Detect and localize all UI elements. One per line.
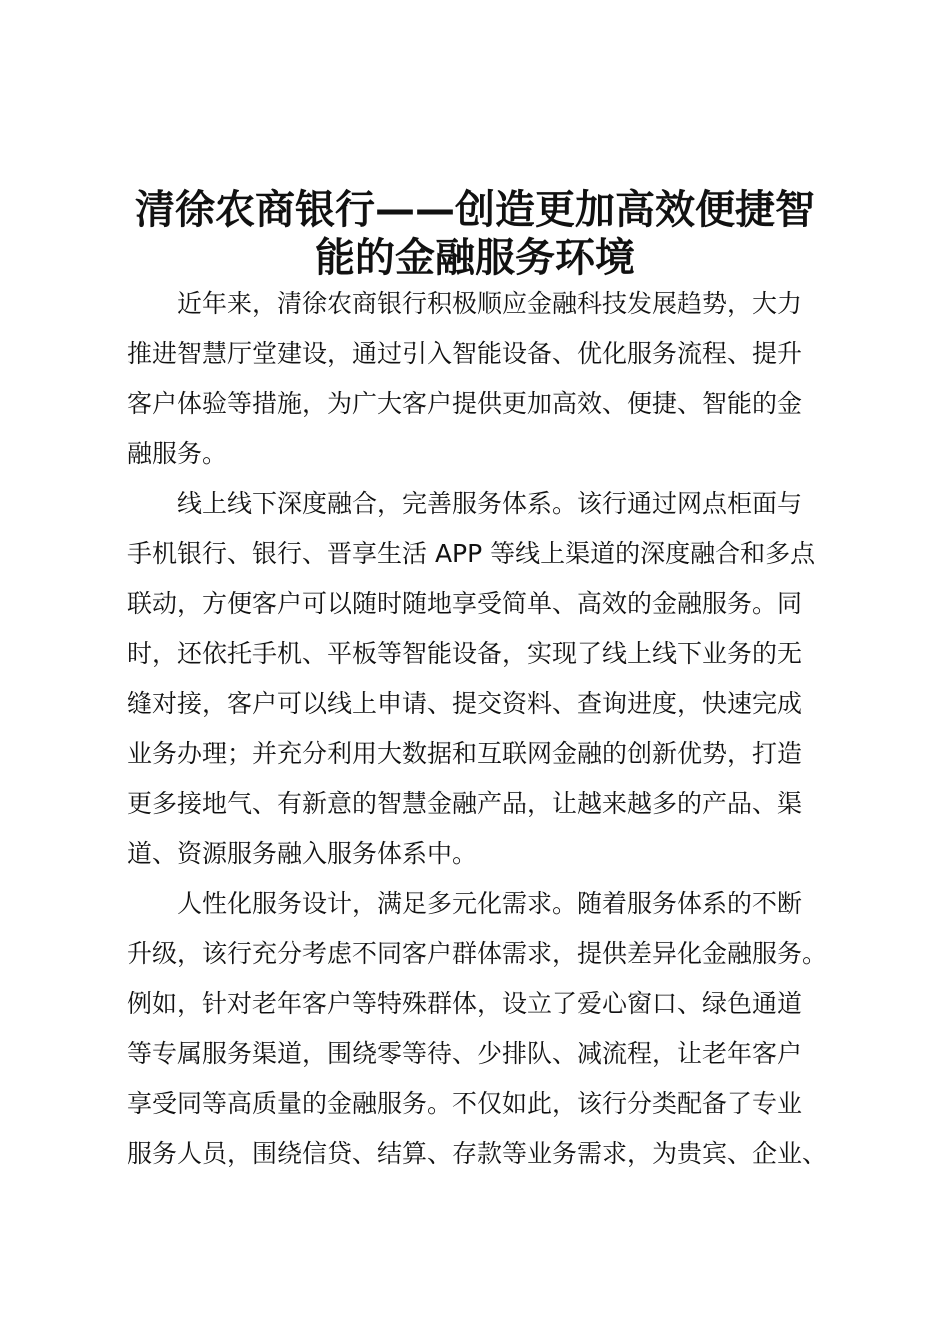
text-line: 道、资源服务融入服务体系中。	[127, 839, 478, 868]
text-line: 推进智慧厅堂建设，通过引入智能设备、优化服务流程、提升	[127, 339, 803, 368]
document-title-line-1: 清徐农商银行——创造更加高效便捷智	[135, 187, 815, 233]
text-line: 升级，该行充分考虑不同客户群体需求，提供差异化金融服务。	[127, 939, 828, 968]
text-line: 客户体验等措施，为广大客户提供更加高效、便捷、智能的金	[127, 389, 803, 418]
text-line: 等专属服务渠道，围绕零等待、少排队、减流程，让老年客户	[127, 1039, 803, 1068]
text-line: 联动，方便客户可以随时随地享受简单、高效的金融服务。同	[127, 589, 803, 618]
paragraph-humanized-service	[127, 879, 847, 1179]
text-line: 近年来，清徐农商银行积极顺应金融科技发展趋势，大力	[177, 289, 803, 318]
text-line: 更多接地气、有新意的智慧金融产品，让越来越多的产品、渠	[127, 789, 803, 818]
paragraph-intro	[127, 279, 847, 479]
text-line: 线上线下深度融合，完善服务体系。该行通过网点柜面与	[177, 489, 803, 518]
document-body	[127, 279, 847, 1179]
text-line: 融服务。	[127, 439, 228, 468]
text-line: 服务人员，围绕信贷、结算、存款等业务需求，为贵宾、企业、	[127, 1139, 828, 1168]
text-line: 例如，针对老年客户等特殊群体，设立了爱心窗口、绿色通道	[127, 989, 803, 1018]
text-line: 缝对接，客户可以线上申请、提交资料、查询进度，快速完成	[127, 689, 803, 718]
text-line: 享受同等高质量的金融服务。不仅如此，该行分类配备了专业	[127, 1089, 803, 1118]
text-line: 时，还依托手机、平板等智能设备，实现了线上线下业务的无	[127, 639, 803, 668]
text-line: 人性化服务设计，满足多元化需求。随着服务体系的不断	[177, 889, 803, 918]
paragraph-online-offline	[127, 479, 847, 879]
text-line: 业务办理；并充分利用大数据和互联网金融的创新优势，打造	[127, 739, 803, 768]
document-title-line-2: 能的金融服务环境	[315, 235, 635, 281]
text-line: 手机银行、银行、晋享生活 APP 等线上渠道的深度融合和多点	[127, 539, 816, 568]
